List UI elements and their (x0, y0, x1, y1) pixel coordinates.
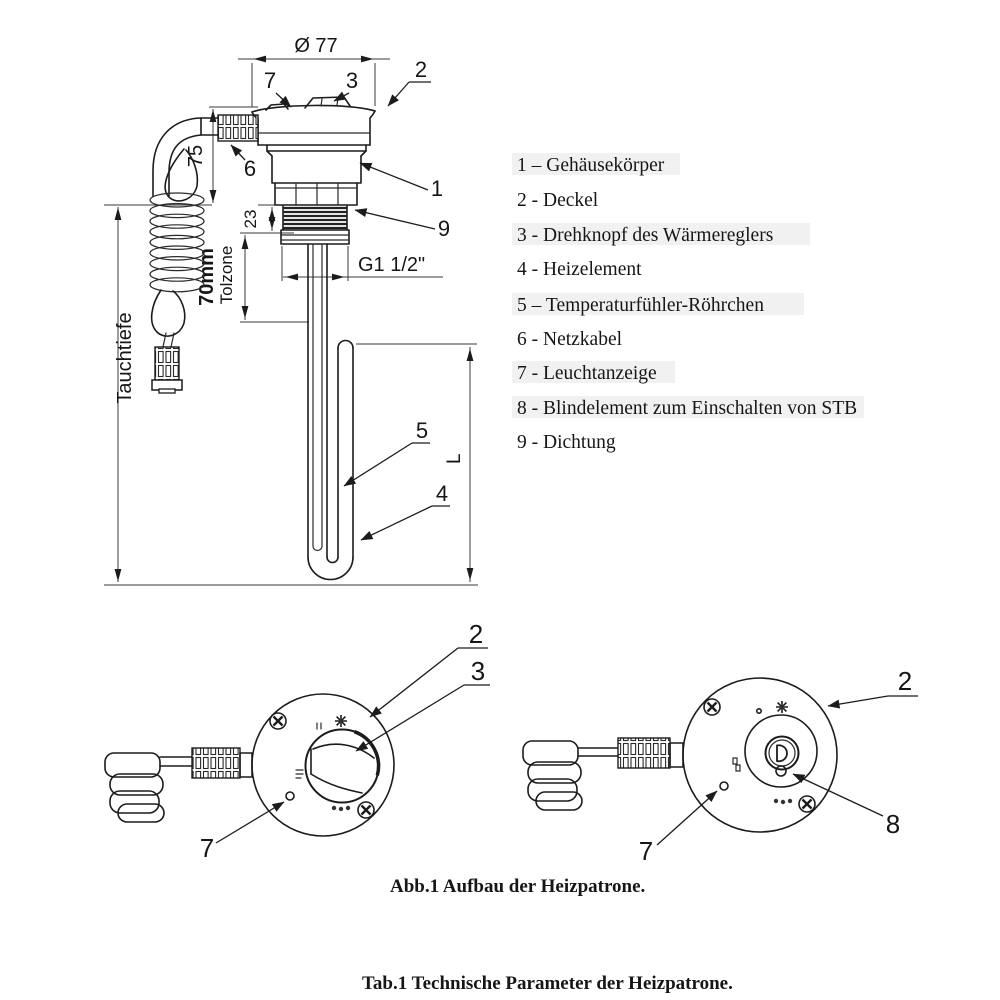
dim-tolzone-value: 70mm (196, 248, 218, 306)
callout-5-main (344, 418, 430, 486)
cable-left-view (160, 757, 192, 766)
callout-1-main-label: 1 (430, 176, 444, 201)
table-caption: Tab.1 Technische Parameter der Heizpatrone. (362, 973, 733, 994)
strain-relief-left-view (192, 748, 240, 778)
dial-dots (332, 806, 350, 811)
gland-adapter-left-view (240, 753, 252, 777)
callout-6-main (231, 145, 256, 181)
callout-8-blind-label: 8 (885, 809, 901, 839)
callout-2-main (388, 57, 431, 106)
dim-pipe-thread-label: G1 1/2" (358, 254, 426, 276)
legend-item-4: 4 - Heizelement (517, 259, 642, 280)
main-section-view (104, 35, 478, 585)
gland-adapter-right-view (670, 743, 683, 767)
callout-3-knob-label: 3 (470, 656, 486, 686)
strain-relief-right-view (618, 738, 670, 768)
thermostat-knob (311, 732, 379, 793)
dim-tolerance-zone (196, 235, 309, 322)
dial-dots-right (774, 799, 792, 804)
main-callouts (231, 57, 450, 540)
dial-mark-scale-right (733, 758, 740, 771)
seal-collar (281, 230, 349, 244)
indicator-light-right-view (720, 782, 728, 790)
callout-7-blind-label: 7 (638, 836, 654, 866)
front-view-knob (105, 619, 490, 863)
dial-mark-min (317, 723, 321, 729)
legend-item-2: 2 - Deckel (517, 190, 599, 211)
dim-neck-label: 75 (185, 144, 207, 168)
dim-pipe-thread (282, 246, 443, 281)
callout-3-main-label: 3 (345, 68, 359, 93)
legend (512, 153, 864, 453)
power-plug-left-view (105, 753, 164, 822)
dim-tolzone-label: Tolzone (217, 245, 236, 305)
screw-bottom-right (358, 802, 374, 818)
mounting-thread (283, 206, 347, 230)
dim-diameter-label: Ø 77 (294, 35, 338, 57)
dim-thread-length-label: 23 (241, 209, 260, 229)
legend-item-5: 5 – Temperaturfühler-Röhrchen (517, 295, 764, 316)
callout-4-main (361, 481, 450, 540)
callout-9-main (355, 210, 450, 241)
dim-length-label: L (444, 453, 465, 464)
callout-7-blind-view (639, 791, 717, 866)
callout-7-knob-label: 7 (199, 833, 215, 863)
callout-7-main (264, 68, 291, 107)
legend-item-6: 6 - Netzkabel (517, 329, 623, 350)
captions (362, 876, 733, 994)
power-plug-main (152, 333, 182, 393)
legend-item-1: 1 – Gehäusekörper (517, 155, 665, 176)
legend-item-7: 7 - Leuchtanzeige (517, 363, 657, 384)
dim-immersion-label: Tauchtiefe (114, 312, 136, 404)
cable-gland (201, 115, 258, 141)
heating-element-tube (308, 244, 353, 580)
figure-caption: Abb.1 Aufbau der Heizpatrone. (390, 876, 646, 897)
dim-diameter (238, 35, 390, 107)
dial-mark-scale (296, 770, 303, 778)
power-plug-right-view (523, 741, 582, 810)
dial-mark-zero-right (757, 709, 761, 713)
callout-2-blind-label: 2 (897, 666, 913, 696)
callout-7-main-label: 7 (263, 68, 277, 93)
callout-2-knob-label: 2 (468, 619, 484, 649)
front-view-blind (523, 666, 918, 866)
callout-3-knob-view (356, 656, 490, 751)
callout-2-main-label: 2 (414, 57, 428, 82)
frost-protection-icon (335, 715, 347, 727)
callout-7-knob-view (200, 802, 284, 863)
callout-3-main (334, 68, 358, 101)
heater-head (252, 97, 375, 244)
frost-protection-icon-right (776, 701, 788, 713)
screw-top-left (270, 713, 286, 729)
callout-6-main-label: 6 (243, 156, 257, 181)
legend-item-3: 3 - Drehknopf des Wärmereglers (517, 225, 774, 246)
indicator-light-left-view (286, 792, 294, 800)
callout-9-main-label: 9 (437, 216, 451, 241)
callout-5-main-label: 5 (415, 418, 429, 443)
cable-right-view (578, 748, 618, 756)
hex-nut (275, 183, 357, 205)
legend-item-8: 8 - Blindelement zum Einschalten von STB (517, 398, 858, 419)
callout-1-main (360, 163, 443, 201)
callout-4-main-label: 4 (435, 481, 449, 506)
screw-top-left-right-view (704, 699, 720, 715)
blind-element (766, 737, 799, 777)
legend-item-9: 9 - Dichtung (517, 432, 616, 453)
screw-bottom-right-right-view (799, 796, 815, 812)
callout-2-blind-view (828, 666, 918, 706)
